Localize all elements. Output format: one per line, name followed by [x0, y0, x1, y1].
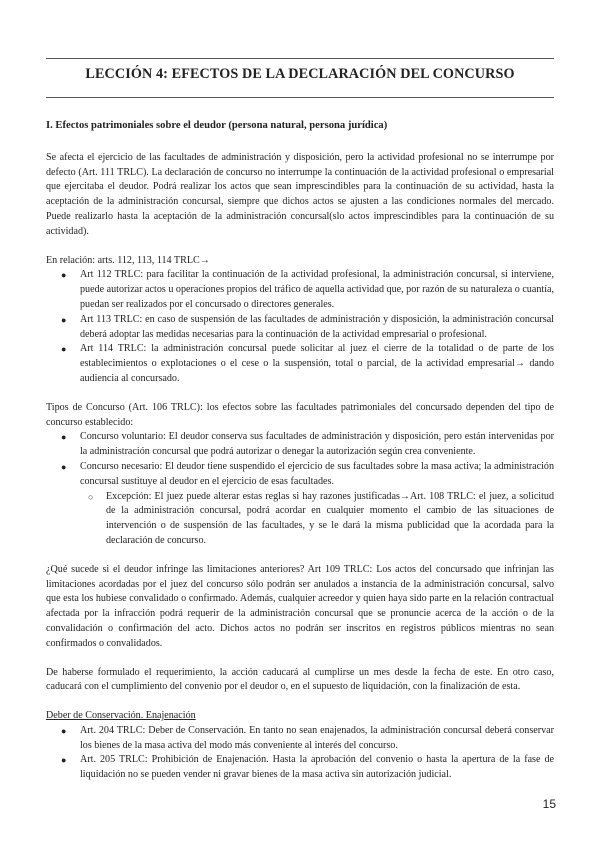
list-item: ● Art 114 TRLC: la administración concursal puede solicitar al juez el cierre de la totalidad o de parte de los establecimientos o explotaciones o el cese o la suspensión, total o parcial, de la actividad empresarial→ dando audiencia al concursado.: [61, 343, 554, 384]
list-item: ● Concurso voluntario: El deudor conserva sus facultades de administración y disposición, pero están intervenidas por la administración concursal que podrá autorizar o denegar la autorización según crea conveniente.: [61, 431, 554, 458]
deber-heading: Deber de Conservación. Enajenación: [46, 710, 196, 722]
list-item: ○ Excepción: El juez puede alterar estas reglas si hay razones justificadas→Art. 108 TRLC: el juez, a solicitud de la administración concursal, podrá acordar en cualquier momento el cambio de las situaciones de intervención o de suspensión de las facultades, y se le dará la misma publicidad que la acordada para la declaración de concurso.: [88, 490, 554, 546]
tipos-list: [46, 430, 554, 548]
bullet-icon: ●: [61, 344, 67, 355]
relation-line: En relación: arts. 112, 113, 114 TRLC→: [46, 254, 210, 266]
tipos-sublist: [46, 490, 554, 549]
caducara-paragraph: De haberse formulado el requerimiento, la acción caducará al cumplirse un mes desde la fecha de este. En otro caso, caducará con el cumplimiento del convenio por el deudor o, en el supuesto de liquidación, con la finalización de esta.: [46, 666, 554, 693]
section-heading: I. Efectos patrimoniales sobre el deudor (persona natural, persona jurídica): [46, 120, 388, 131]
title-rule: [46, 97, 554, 98]
bullet-icon: ●: [61, 461, 67, 472]
bullet-icon: ●: [61, 725, 67, 736]
deber-list: [46, 724, 554, 783]
bullet-icon: ●: [61, 755, 67, 766]
bullet-icon: ●: [61, 314, 67, 325]
lesson-title: LECCIÓN 4: EFECTOS DE LA DECLARACIÓN DEL CONCURSO: [85, 66, 515, 82]
list-item: ● Art. 205 TRLC: Prohibición de Enajenación. Hasta la aprobación del convenio o hasta la apertura de la fase de liquidación no se pueden vender ni gravar bienes de la masa activa sin autorización judicial.: [61, 754, 554, 781]
list-item: ● Concurso necesario: El deudor tiene suspendido el ejercicio de sus facultades sobre la masa activa; la administración concursal sustituye al deudor en el ejercicio de esas facultades. ○ Excepción: El juez puede alterar estas reglas si hay razones justificadas→Art. 108 TRLC: el juez, a solicitud de la administración concursal, podrá acordar en cualquier momento el cambio de las situaciones de intervención o de suspensión de las facultades, y se le dará la misma publicidad que la acordada para la declaración de concurso.: [46, 460, 554, 549]
document-body: [46, 119, 554, 783]
list-item: ● Art 113 TRLC: en caso de suspensión de las facultades de administración y disposición, la administración concursal deberá adoptar las medidas necesarias para la continuación de la actividad empresarial o profesional.: [61, 313, 554, 340]
relation-list: [46, 268, 554, 386]
circle-bullet-icon: ○: [88, 491, 94, 502]
infringe-paragraph: ¿Qué sucede si el deudor infringe las limitaciones anteriores? Art 109 TRLC: Los actos del concursado que infrinjan las limitaciones acordadas por el juez del concurso sólo podrán ser anulados a instancia de la administración concursal, salvo que esta los hubiese convalidado o confirmado. Además, cualquier acreedor y quien haya sido parte en la relación contractual afectada por la infracción podrá requerir de la administración concursal que se pronuncie acerca de la acción o de la convalidación o confirmación del acto. Dichos actos no podrán ser inscritos en registros públicos mientras no sean confirmados o convalidados.: [46, 563, 554, 649]
top-rule: [46, 58, 554, 59]
tipos-paragraph: Tipos de Concurso (Art. 106 TRLC): los efectos sobre las facultades patrimoniales del concursado dependen del tipo de concurso establecido:: [46, 401, 554, 428]
bullet-icon: ●: [61, 432, 67, 443]
intro-paragraph: Se afecta el ejercicio de las facultades de administración y disposición, pero la actividad profesional no se interrumpe por defecto (Art. 111 TRLC). La declaración de concurso no interrumpe la continuación de la actividad profesional o empresarial que ejercitaba el deudor. Podrá realizar los actos que sean imprescindibles para la continuación de su actividad, hasta la aceptación de la administración concursal, siempre que dichos actos se ajusten a las condiciones normales del mercado. Puede realizarlo hasta la aceptación de la administración concursal(slo actos imprescindibles para la continuación de su actividad).: [46, 151, 554, 237]
page-number: 15: [542, 797, 556, 811]
list-item: ● Art 112 TRLC: para facilitar la continuación de la actividad profesional, la administración concursal, si interviene, puede autorizar actos u operaciones propios del tráfico de aquella actividad que, por razón de su naturaleza o cuantía, puedan ser realizados por el concursado o directores generales.: [61, 269, 554, 310]
list-item: ● Art. 204 TRLC: Deber de Conservación. En tanto no sean enajenados, la administración concursal deberá conservar los bienes de la masa activa del modo más conveniente al interés del concurso.: [61, 724, 554, 751]
bullet-icon: ●: [61, 270, 67, 281]
